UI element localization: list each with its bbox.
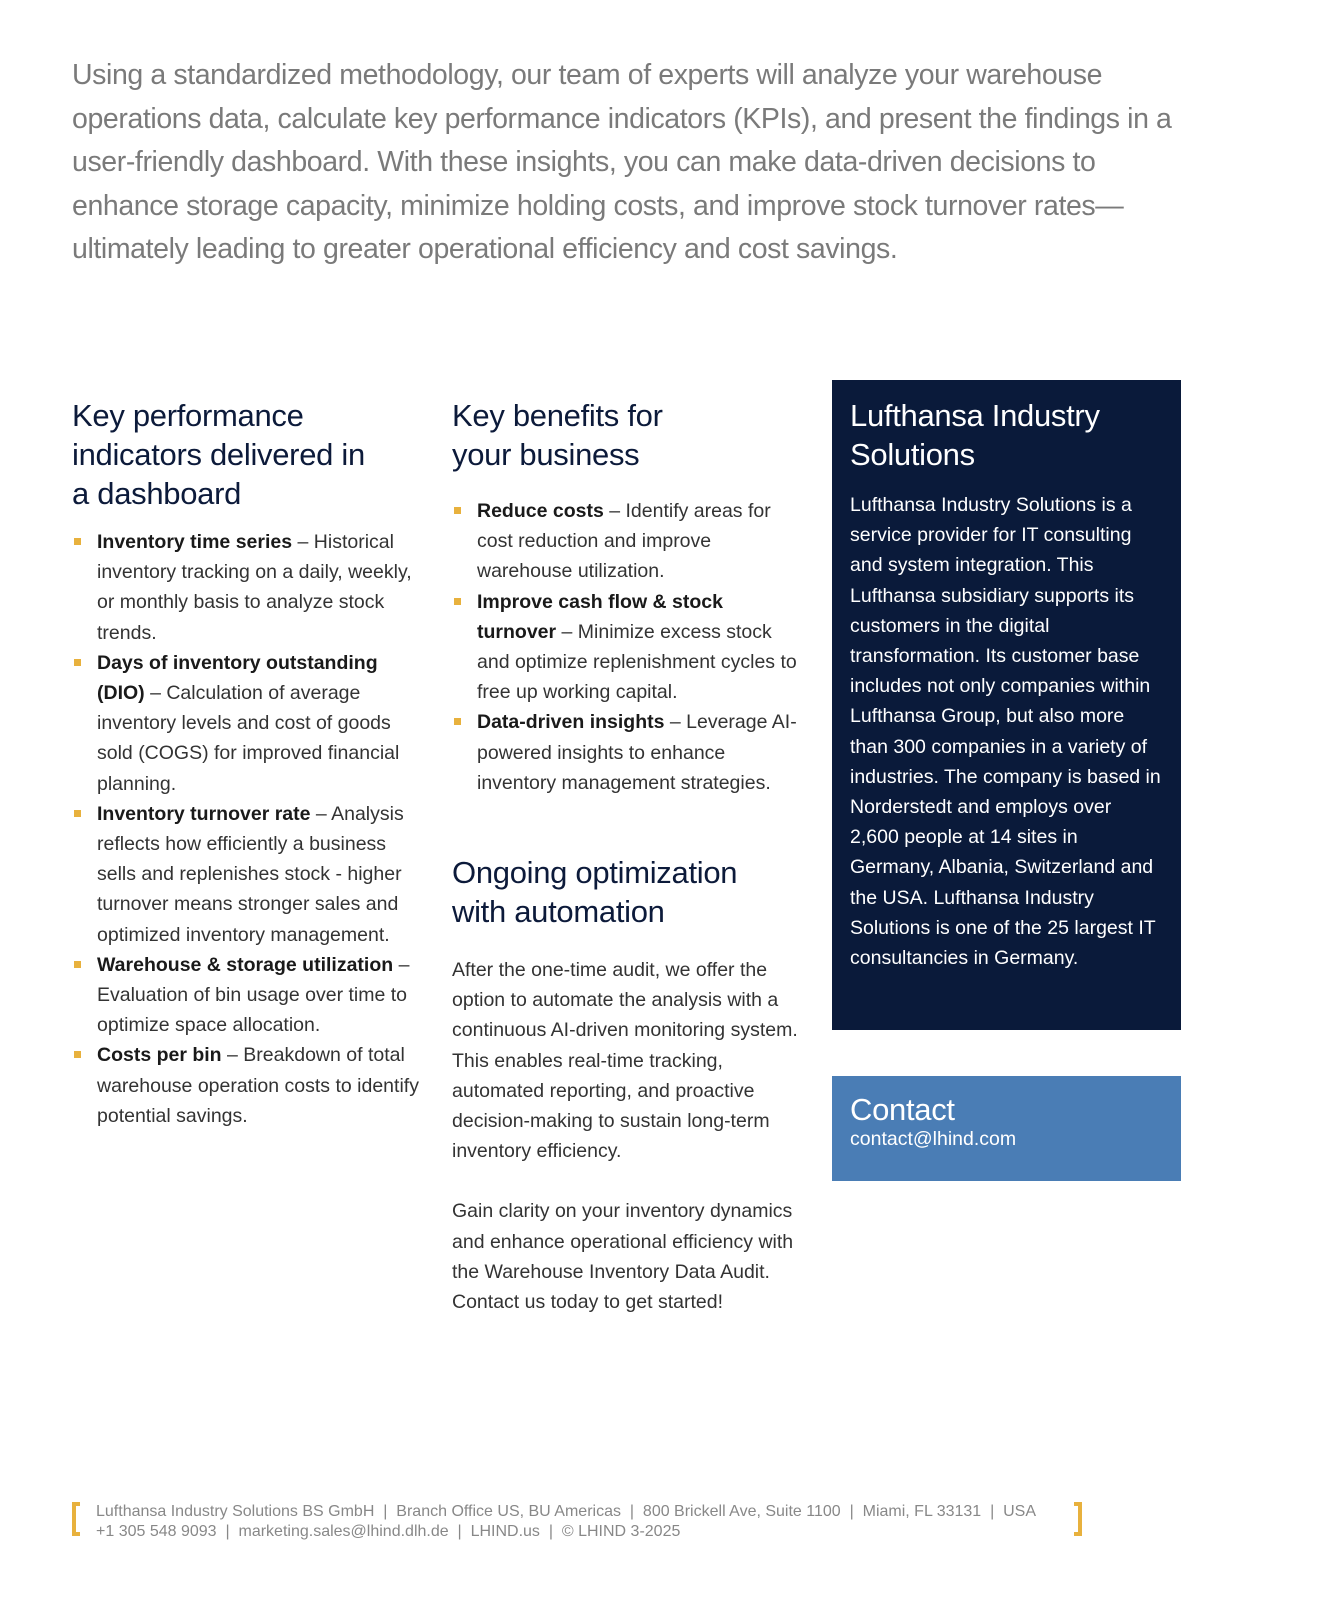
item-term: Reduce costs bbox=[477, 500, 604, 522]
list-item bbox=[72, 527, 422, 648]
benefits-column bbox=[452, 396, 807, 1317]
item-term: Data-driven insights bbox=[477, 711, 665, 734]
list-item bbox=[72, 648, 422, 799]
bullet-icon bbox=[74, 538, 81, 545]
benefits-heading: Key benefits for your business bbox=[452, 398, 663, 472]
item-term: Days of inventory outstanding (DIO) bbox=[97, 651, 378, 705]
footer bbox=[72, 1500, 1082, 1540]
item-description: – Breakdown of total warehouse operation costs to identify potential savings. bbox=[97, 1044, 419, 1127]
bracket-left-icon bbox=[72, 1502, 80, 1536]
optimization-heading: Ongoing optimization with automation bbox=[452, 855, 738, 930]
kpi-list bbox=[72, 527, 422, 1131]
item-description: – Analysis reflects how efficiently a business sells and replenishes stock - higher turnover means stronger sales and optimized inventory management. bbox=[97, 802, 404, 946]
intro-paragraph: Using a standardized methodology, our team of experts will analyze your warehouse operations data, calculate key performance indicators (KPIs), and present the findings in a user-friendly dashboard. With these insights, you can make data-driven decisions to enhance storage capacity, minimize holding costs, and improve stock turnover rates—ultimately leading to greater operational efficiency and cost savings. bbox=[72, 59, 1172, 265]
footer-line-1: Lufthansa Industry Solutions BS GmbH | Branch Office US, BU Americas | 800 Brickell Ave, Suite 1100 | Miami, FL 33131 | USA bbox=[96, 1503, 1037, 1520]
bullet-icon bbox=[74, 1051, 81, 1058]
footer-line-2: +1 305 548 9093 | marketing.sales@lhind.dlh.de | LHIND.us | © LHIND 3-2025 bbox=[96, 1523, 681, 1540]
optimization-paragraph-2: Gain clarity on your inventory dynamics and enhance operational efficiency with the Warehouse Inventory Data Audit. Contact us today to get started! bbox=[452, 1200, 794, 1314]
contact-box bbox=[832, 1076, 1181, 1181]
bullet-icon bbox=[454, 718, 461, 725]
optimization-paragraph-1: After the one-time audit, we offer the option to automate the analysis with a continuous AI-driven monitoring system. This enables real-time tracking, automated reporting, and proactive decision-making to sustain long-term inventory efficiency. bbox=[452, 959, 798, 1163]
item-description: – Historical inventory tracking on a daily, weekly, or monthly basis to analyze stock trends. bbox=[97, 531, 412, 644]
item-description: – Identify areas for cost reduction and improve warehouse utilization. bbox=[477, 500, 771, 583]
contact-email-link[interactable]: contact@lhind.com bbox=[850, 1128, 1017, 1150]
item-term: Costs per bin bbox=[97, 1044, 222, 1067]
list-item bbox=[452, 587, 807, 708]
item-term: Warehouse & storage utilization bbox=[97, 953, 394, 976]
bracket-right-icon bbox=[1074, 1502, 1082, 1536]
kpi-heading: Key performance indicators delivered in a dashboard bbox=[72, 398, 365, 511]
item-description: – Minimize excess stock and optimize replenishment cycles to free up working capital. bbox=[477, 620, 797, 704]
item-description: – Calculation of average inventory levels and cost of goods sold (COGS) for improved financial planning. bbox=[97, 682, 400, 795]
company-description: Lufthansa Industry Solutions is a service provider for IT consulting and system integration. This Lufthansa subsidiary supports its customers in the digital transformation. Its customer base includes not only companies within Lufthansa Group, but also more than 300 companies in a variety of industries. The company is based in Norderstedt and employs over 2,600 people at 14 sites in Germany, Albania, Switzerland and the USA. Lufthansa Industry Solutions is one of the 25 largest IT consultancies in Germany. bbox=[850, 494, 1161, 970]
list-item bbox=[72, 799, 422, 950]
list-item bbox=[452, 496, 807, 587]
bullet-icon bbox=[454, 507, 461, 514]
bullet-icon bbox=[74, 659, 81, 666]
benefits-list bbox=[452, 496, 807, 798]
item-description: – Evaluation of bin usage over time to optimize space allocation. bbox=[97, 953, 410, 1037]
list-item bbox=[452, 707, 807, 798]
item-term: Improve cash flow & stock turnover bbox=[477, 590, 723, 643]
company-box bbox=[832, 380, 1181, 1030]
item-description: – Leverage AI-powered insights to enhance inventory management strategies. bbox=[477, 711, 797, 794]
contact-heading: Contact bbox=[850, 1092, 955, 1127]
bullet-icon bbox=[454, 598, 461, 605]
company-heading: Lufthansa Industry Solutions bbox=[850, 398, 1100, 472]
bullet-icon bbox=[74, 810, 81, 817]
bullet-icon bbox=[74, 961, 81, 968]
list-item bbox=[72, 1040, 422, 1131]
list-item bbox=[72, 950, 422, 1041]
item-term: Inventory time series bbox=[97, 531, 293, 553]
kpi-column bbox=[72, 396, 422, 1131]
footer-text bbox=[96, 1502, 1036, 1542]
item-term: Inventory turnover rate bbox=[97, 802, 311, 825]
